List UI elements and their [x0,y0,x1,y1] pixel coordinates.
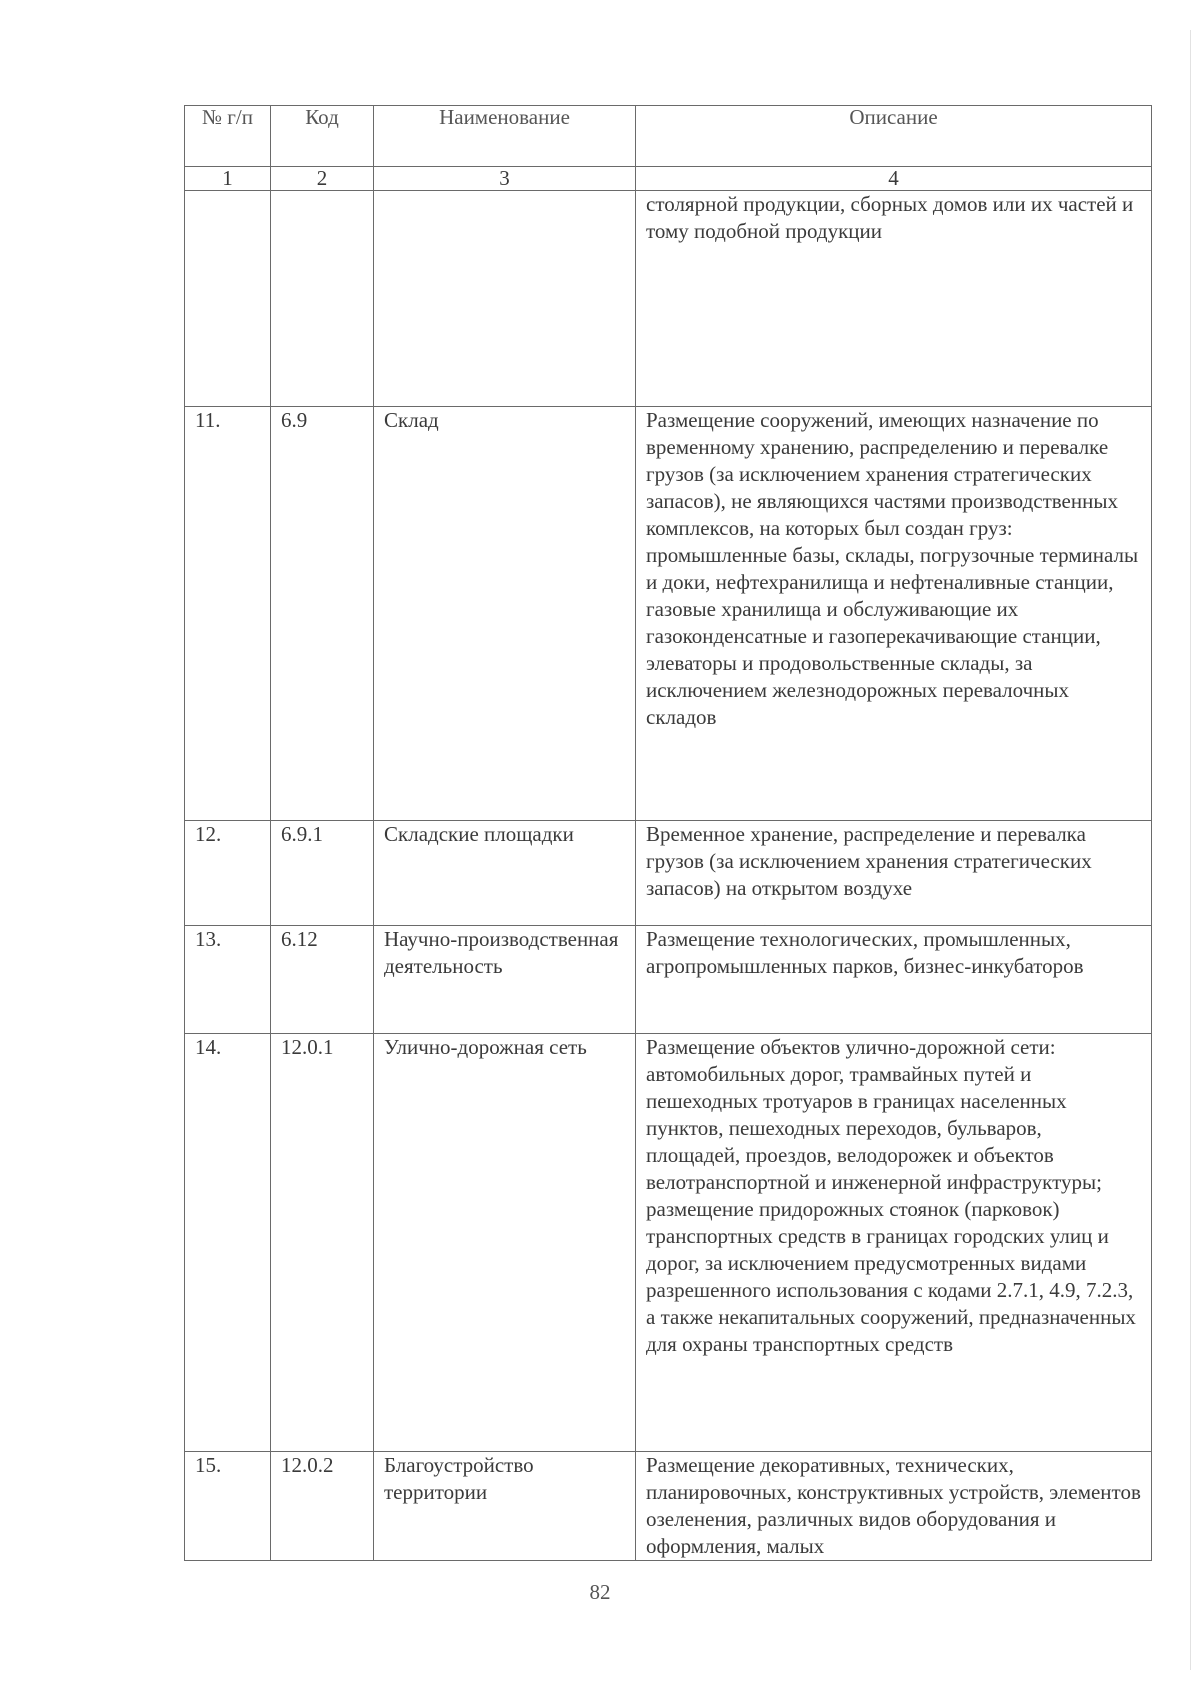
cell-description: Размещение технологических, промышленных, агропромышленных парков, бизнес-инкубаторов [636,926,1152,1034]
cell-description: Размещение декоративных, технических, планировочных, конструктивных устройств, элементов озеленения, различных видов оборудования и оформления, малых [636,1452,1152,1561]
column-number: 1 [185,167,271,191]
table-header-row [185,106,1152,167]
cell-name: Благоустройство территории [374,1452,636,1561]
table-row-continuation [185,191,1152,407]
column-number: 2 [271,167,374,191]
scan-edge-line [1190,30,1191,1670]
cell-code: 6.9.1 [271,821,374,926]
land-use-table [184,105,1152,1561]
cell-description: столярной продукции, сборных домов или их частей и тому подобной продукции [636,191,1152,407]
cell-number [185,191,271,407]
cell-number: 12. [185,821,271,926]
cell-code [271,191,374,407]
table-row [185,407,1152,821]
header-code: Код [271,106,374,167]
column-number: 4 [636,167,1152,191]
cell-name: Складские площадки [374,821,636,926]
cell-number: 13. [185,926,271,1034]
table-row [185,1452,1152,1561]
cell-number: 15. [185,1452,271,1561]
header-name: Наименование [374,106,636,167]
header-description: Описание [636,106,1152,167]
cell-description: Временное хранение, распределение и перевалка грузов (за исключением хранения стратегических запасов) на открытом воздухе [636,821,1152,926]
table-row [185,1034,1152,1452]
page-number: 82 [589,1580,611,1604]
cell-number: 11. [185,407,271,821]
cell-name: Улично-дорожная сеть [374,1034,636,1452]
cell-name [374,191,636,407]
cell-code: 6.12 [271,926,374,1034]
cell-code: 12.0.2 [271,1452,374,1561]
cell-description: Размещение сооружений, имеющих назначение по временному хранению, распределению и перевалке грузов (за исключением хранения стратегических запасов), не являющихся частями производственных комплексов, на которых был создан груз: промышленные базы, склады, погрузочные терминалы и доки, нефтехранилища и нефтеналивные станции, газовые хранилища и обслуживающие их газоконденсатные и газоперекачивающие станции, элеваторы и продовольственные склады, за исключением железнодорожных перевалочных складов [636,407,1152,821]
cell-number: 14. [185,1034,271,1452]
cell-name: Склад [374,407,636,821]
column-number-row [185,167,1152,191]
table-row [185,926,1152,1034]
column-number: 3 [374,167,636,191]
cell-description: Размещение объектов улично-дорожной сети: автомобильных дорог, трамвайных путей и пешеходных тротуаров в границах населенных пунктов, пешеходных переходов, бульваров, площадей, проездов, велодорожек и объектов велотранспортной и инженерной инфраструктуры; размещение придорожных стоянок (парковок) транспортных средств в границах городских улиц и дорог, за исключением предусмотренных видами разрешенного использования с кодами 2.7.1, 4.9, 7.2.3, а также некапитальных сооружений, предназначенных для охраны транспортных средств [636,1034,1152,1452]
cell-code: 12.0.1 [271,1034,374,1452]
header-number: № г/п [185,106,271,167]
table-row [185,821,1152,926]
cell-code: 6.9 [271,407,374,821]
cell-name: Научно-производственная деятельность [374,926,636,1034]
